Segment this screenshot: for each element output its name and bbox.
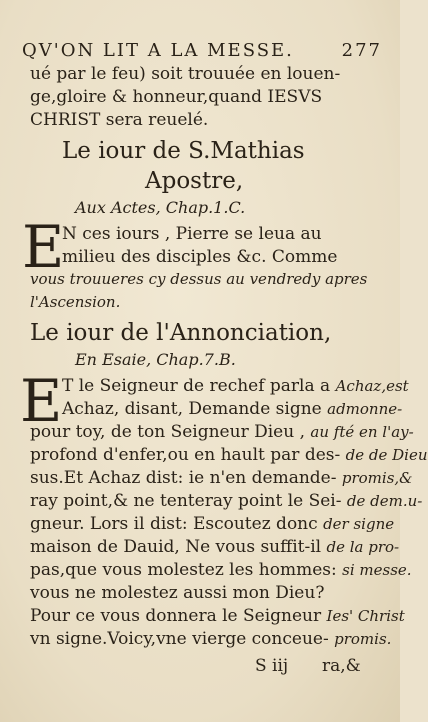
text-line: pas,que vous molestez les hommes: si messe. — [30, 560, 412, 580]
text-line: CHRIST sera reuelé. — [30, 110, 209, 130]
drop-cap: E — [20, 367, 63, 435]
text-line: sus.Et Achaz dist: ie n'en demande- promis,& — [30, 468, 413, 488]
margin-note: promis,& — [341, 469, 413, 487]
text-line: ray point,& ne tenteray point le Sei- de dem.u- — [30, 491, 423, 511]
text-line: vn signe.Voicy,vne vierge conceue- promis. — [30, 629, 392, 649]
page-number: 277 — [341, 40, 382, 61]
text-line: Pour ce vous donnera le Seigneur Ies' Christ — [30, 606, 405, 626]
margin-note: de de Dieu — [345, 446, 428, 464]
text-line: Achaz, disant, Demande signe admonne- — [62, 399, 403, 419]
section-heading: Apostre, — [145, 168, 244, 194]
text-line: ge,gloire & honneur,quand IESVS — [30, 87, 323, 107]
text-line: l'Ascension. — [30, 293, 121, 311]
text-line: maison de Dauid, Ne vous suffit-il de la pro- — [30, 537, 400, 557]
text-line: ué par le feu) soit trouuée en louen- — [30, 64, 341, 84]
text-line: gneur. Lors il dist: Escoutez donc der signe — [30, 514, 395, 534]
signature-mark: S iij — [255, 656, 289, 676]
running-title: QV'ON LIT A LA MESSE. — [22, 40, 294, 61]
text-line: vous trouueres cy dessus au vendredy apres — [30, 270, 368, 288]
margin-note: admonne- — [327, 400, 403, 418]
text-line: T le Seigneur de rechef parla a Achaz,est — [62, 376, 409, 396]
margin-note: der signe — [323, 515, 395, 533]
text-line: N ces iours , Pierre se leua au — [62, 224, 322, 244]
text-line: pour toy, de ton Seigneur Dieu , au fté en l'ay- — [30, 422, 414, 442]
margin-note: Ies' Christ — [326, 607, 405, 625]
scripture-reference: En Esaie, Chap.7.B. — [75, 350, 236, 369]
text-line: profond d'enfer,ou en hault par des- de de Dieu — [30, 445, 428, 465]
margin-note: au fté en l'ay- — [310, 423, 414, 441]
margin-note: si messe. — [342, 561, 412, 579]
catchword: ra,& — [322, 656, 361, 676]
margin-note: de la pro- — [326, 538, 400, 556]
section-heading: Le iour de S.Mathias — [62, 138, 305, 164]
text-line: vous ne molestez aussi mon Dieu? — [30, 583, 325, 603]
margin-note: promis. — [334, 630, 392, 648]
margin-note: Achaz,est — [335, 377, 409, 395]
scripture-reference: Aux Actes, Chap.1.C. — [75, 198, 246, 217]
running-header — [22, 40, 382, 61]
margin-note: de dem.u- — [346, 492, 423, 510]
drop-cap: E — [22, 213, 65, 281]
text-line: milieu des disciples &c. Comme — [62, 247, 338, 267]
section-heading: Le iour de l'Annonciation, — [30, 320, 332, 346]
